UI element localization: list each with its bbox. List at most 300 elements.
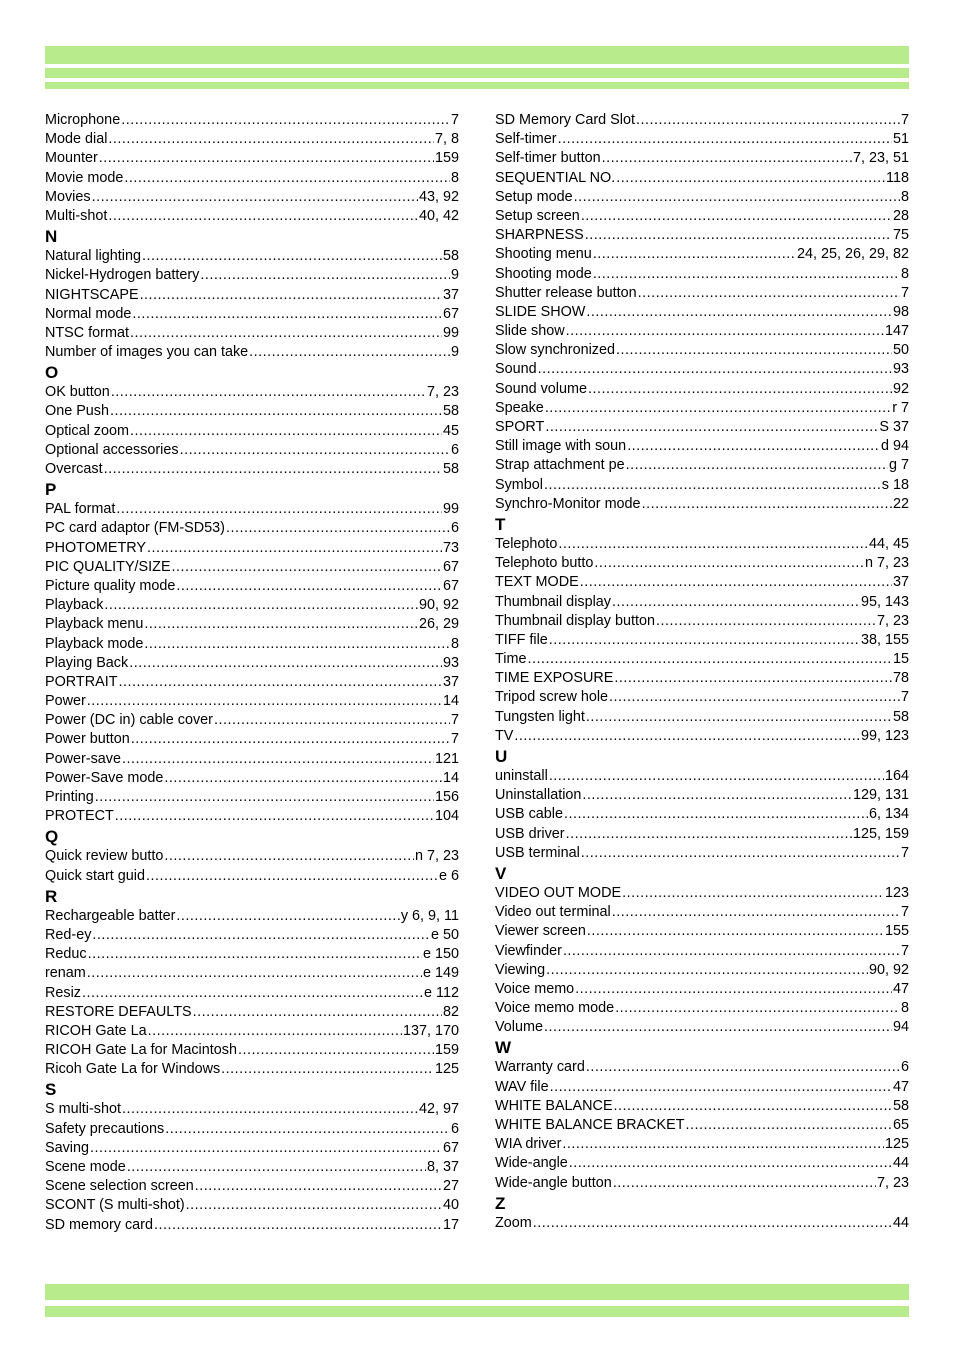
index-entry: [45, 1139, 459, 1158]
index-entry: [45, 847, 459, 866]
index-term: NIGHTSCAPE: [45, 286, 139, 303]
dot-leader: [609, 688, 900, 707]
index-entry: [495, 554, 909, 573]
dot-leader: [147, 539, 442, 558]
index-term: Power-save: [45, 750, 121, 767]
dot-leader: [586, 303, 892, 322]
page-numbers: 6, 134: [868, 806, 909, 823]
index-entry: [45, 305, 459, 324]
page-numbers: 14: [442, 769, 459, 786]
index-term: Thumbnail display button: [495, 612, 655, 629]
index-term: Still image with soun: [495, 438, 627, 455]
dot-leader: [514, 727, 860, 746]
index-term: RESTORE DEFAULTS: [45, 1003, 192, 1020]
page-numbers: 7: [900, 942, 909, 959]
page-numbers: 118: [886, 169, 909, 186]
index-entry: [495, 942, 909, 961]
index-entry: [495, 650, 909, 669]
dot-leader: [111, 383, 426, 402]
page-numbers: 7, 23: [876, 1174, 909, 1191]
index-entry: [45, 519, 459, 538]
page-numbers: 125: [884, 1136, 909, 1153]
index-term: One Push: [45, 403, 109, 420]
index-term: Power-Save mode: [45, 769, 164, 786]
index-entry: [495, 226, 909, 245]
index-column-right: [495, 111, 909, 1233]
index-term: Voice memo: [495, 980, 575, 997]
page-numbers: 22: [892, 495, 909, 512]
page-numbers: 125: [434, 1061, 459, 1078]
page-numbers: 121: [434, 750, 459, 767]
dot-leader: [87, 964, 422, 983]
index-entry: [45, 945, 459, 964]
page-numbers: 58: [442, 461, 459, 477]
index-term: Playback mode: [45, 635, 144, 652]
index-entry: [495, 1058, 909, 1077]
index-entry: [45, 730, 459, 749]
index-entry: [45, 673, 459, 692]
index-term: VIDEO OUT MODE: [495, 884, 622, 901]
dot-leader: [642, 495, 892, 514]
index-entry: [45, 1196, 459, 1215]
dot-leader: [549, 767, 884, 786]
index-term: Shutter release button: [495, 284, 637, 301]
dot-leader: [108, 130, 434, 149]
index-entry: [495, 884, 909, 903]
index-term: S multi-shot: [45, 1101, 121, 1118]
dot-leader: [200, 266, 450, 285]
index-entry: [45, 926, 459, 945]
index-entry: [495, 612, 909, 631]
index-term: Wide-angle: [495, 1155, 568, 1172]
dot-leader: [121, 111, 450, 130]
page-numbers: 6: [450, 441, 459, 458]
index-term: Microphone: [45, 112, 121, 128]
index-term: Reduc: [45, 946, 87, 963]
page-numbers: 67: [442, 558, 459, 575]
dot-leader: [195, 1177, 442, 1196]
page-numbers: 78: [892, 670, 909, 687]
index-entry: [495, 303, 909, 322]
page-numbers: 7: [900, 112, 909, 128]
index-term: Ricoh Gate La for Windows: [45, 1061, 221, 1078]
dot-leader: [588, 380, 892, 399]
dot-leader: [586, 708, 892, 727]
page-numbers: 93: [892, 361, 909, 378]
page-numbers: 7, 23: [876, 612, 909, 629]
dot-leader: [558, 130, 892, 149]
page-numbers: 44: [892, 1214, 909, 1231]
index-entry: [45, 807, 459, 826]
index-term: Movies: [45, 188, 91, 205]
page-numbers: 73: [442, 539, 459, 556]
index-entry: [45, 1060, 459, 1079]
dot-leader: [88, 945, 422, 964]
page-numbers: 8, 37: [426, 1159, 459, 1175]
dot-leader: [148, 1022, 402, 1041]
dot-leader: [119, 673, 442, 692]
page-numbers: 6: [450, 520, 459, 537]
dot-leader: [131, 730, 450, 749]
index-term: uninstall: [495, 768, 548, 784]
index-term: SCONT (S multi-shot): [45, 1197, 185, 1214]
index-term: Power: [45, 693, 86, 710]
index-term: USB terminal: [495, 844, 580, 861]
index-entry: [45, 343, 459, 362]
index-entry: [495, 767, 909, 786]
index-term: RICOH Gate La: [45, 1022, 147, 1039]
page-numbers: 7, 23, 51: [852, 150, 909, 167]
index-term: USB cable: [495, 806, 563, 823]
dot-leader: [593, 245, 796, 264]
index-entry: [45, 169, 459, 188]
page-numbers: 40, 42: [418, 207, 459, 224]
index-entry: [45, 539, 459, 558]
dot-leader: [527, 650, 892, 669]
dot-leader: [132, 305, 442, 324]
dot-leader: [116, 500, 442, 519]
index-entry: [45, 1022, 459, 1041]
index-term: SPORT: [495, 419, 545, 435]
index-term: Playing Back: [45, 654, 129, 671]
page-numbers: 58: [442, 403, 459, 420]
index-entry: [45, 1216, 459, 1235]
dot-leader: [616, 341, 892, 360]
index-entry: [495, 1097, 909, 1116]
index-entry: [495, 265, 909, 284]
dot-leader: [582, 786, 852, 805]
dot-leader: [581, 844, 900, 863]
index-term: Self-timer button: [495, 150, 601, 167]
dot-leader: [122, 1100, 418, 1119]
page-numbers: 45: [442, 422, 459, 439]
page-numbers: 90, 92: [418, 597, 459, 614]
dot-leader: [164, 847, 414, 866]
index-term: Power (DC in) cable cover: [45, 712, 213, 729]
index-entry: [45, 596, 459, 615]
page-numbers: 7: [900, 844, 909, 861]
index-entry: [45, 558, 459, 577]
index-term: Slide show: [495, 323, 565, 340]
index-term: Zoom: [495, 1214, 532, 1231]
index-term: Scene selection screen: [45, 1178, 194, 1195]
page-numbers: 147: [884, 323, 909, 340]
dot-leader: [581, 207, 892, 226]
page-numbers: 26, 29: [418, 616, 459, 633]
dot-leader: [186, 1196, 442, 1215]
section-letter: W: [495, 1038, 512, 1058]
page-numbers: 58: [442, 248, 459, 265]
page-numbers: 37: [892, 574, 909, 591]
dot-leader: [226, 519, 450, 538]
index-term: PORTRAIT: [45, 673, 118, 690]
index-term: Nickel-Hydrogen battery: [45, 267, 200, 284]
index-entry: [495, 207, 909, 226]
index-term: Scene mode: [45, 1159, 126, 1175]
dot-leader: [249, 343, 450, 362]
index-entry: [495, 130, 909, 149]
dot-leader: [614, 1097, 892, 1116]
dot-leader: [563, 942, 900, 961]
page-numbers: 156: [434, 789, 459, 805]
index-term: Red-ey: [45, 926, 92, 943]
index-entry: [45, 247, 459, 266]
index-entry: [45, 441, 459, 460]
page-numbers: 8: [450, 169, 459, 186]
dot-leader: [87, 692, 442, 711]
dot-leader: [176, 907, 399, 926]
index-entry: [45, 286, 459, 305]
page-numbers: 7: [900, 904, 909, 921]
index-term: RICOH Gate La for Macintosh: [45, 1042, 237, 1059]
section-letter: R: [45, 886, 58, 906]
index-term: Number of images you can take: [45, 344, 249, 361]
dot-leader: [545, 399, 891, 418]
dot-leader: [686, 1116, 892, 1135]
page-numbers: 104: [434, 808, 459, 825]
page-numbers: 17: [442, 1216, 459, 1233]
dot-leader: [602, 149, 852, 168]
index-term: WHITE BALANCE BRACKET: [495, 1117, 685, 1133]
page-numbers: 9: [450, 267, 459, 284]
index-entry: [45, 867, 459, 886]
page-numbers: 9: [450, 344, 459, 361]
page-numbers: 99, 123: [860, 727, 909, 744]
page-numbers: 65: [892, 1117, 909, 1133]
index-term: TIFF file: [495, 631, 548, 648]
index-term: Optional accessories: [45, 441, 179, 458]
page-numbers: 7: [900, 284, 909, 301]
page-numbers: 28: [892, 207, 909, 224]
dot-leader: [104, 596, 418, 615]
index-entry: [45, 711, 459, 730]
index-entry: [495, 980, 909, 999]
index-entry: [45, 383, 459, 402]
index-term: Rechargeable batter: [45, 907, 176, 924]
index-entry: [495, 188, 909, 207]
index-term: TV: [495, 727, 514, 744]
index-term: Optical zoom: [45, 422, 129, 439]
index-term: Playback: [45, 597, 104, 614]
section-letter: T: [495, 514, 506, 534]
dot-leader: [180, 441, 450, 460]
dot-leader: [99, 149, 434, 168]
index-entry: [45, 1177, 459, 1196]
index-entry: [495, 245, 909, 264]
dot-leader: [587, 922, 884, 941]
index-entry: [495, 341, 909, 360]
page-numbers: 42, 97: [418, 1101, 459, 1118]
index-term: Self-timer: [495, 131, 557, 148]
index-entry: [495, 999, 909, 1018]
index-term: Telephoto: [495, 535, 558, 552]
index-term: WIA driver: [495, 1136, 562, 1153]
dot-leader: [90, 1139, 442, 1158]
dot-leader: [127, 1158, 426, 1177]
dot-leader: [562, 1135, 884, 1154]
index-entry: [495, 727, 909, 746]
page-numbers: 155: [884, 923, 909, 940]
dot-leader: [533, 1214, 892, 1233]
index-term: Shooting mode: [495, 265, 592, 282]
index-term: Setup screen: [495, 207, 580, 224]
dot-leader: [586, 1058, 900, 1077]
dot-leader: [558, 535, 868, 554]
index-entry: [45, 1100, 459, 1119]
dot-leader: [564, 805, 868, 824]
dot-leader: [214, 711, 450, 730]
section-letter: S: [45, 1080, 57, 1100]
dot-leader: [638, 284, 900, 303]
index-term: Setup mode: [495, 188, 573, 205]
index-term: Tungsten light: [495, 708, 585, 725]
dot-leader: [544, 1018, 892, 1037]
index-term: Video out terminal: [495, 904, 611, 921]
index-entry: [495, 805, 909, 824]
index-term: Normal mode: [45, 305, 132, 322]
page-numbers: 44, 45: [868, 535, 909, 552]
index-entry: [45, 266, 459, 285]
section-letter: Z: [495, 1193, 506, 1213]
index-entry: [45, 1120, 459, 1139]
dot-leader: [580, 573, 892, 592]
index-entry: [495, 476, 909, 495]
dot-leader: [154, 1216, 442, 1235]
page-numbers: 129, 131: [852, 787, 909, 804]
dot-leader: [146, 867, 438, 886]
index-entry: [45, 692, 459, 711]
index-entry: [45, 460, 459, 479]
index-column-left: [45, 111, 459, 1235]
dot-leader: [616, 169, 885, 188]
page-numbers: 6: [450, 1120, 459, 1137]
dot-leader: [627, 437, 880, 456]
dot-leader: [82, 984, 423, 1003]
page-numbers: 8: [900, 1000, 909, 1017]
page-numbers: 47: [892, 1078, 909, 1095]
dot-leader: [142, 247, 442, 266]
dot-leader: [566, 825, 852, 844]
dot-leader: [569, 1154, 892, 1173]
index-entry: [45, 422, 459, 441]
dot-leader: [538, 360, 892, 379]
index-term: SHARPNESS: [495, 227, 584, 244]
index-term: Warranty card: [495, 1059, 585, 1076]
section-letter: U: [495, 747, 508, 766]
index-term: NTSC format: [45, 324, 129, 341]
index-term: SD memory card: [45, 1216, 153, 1233]
index-entry: [495, 149, 909, 168]
index-term: Sound volume: [495, 380, 588, 397]
index-entry: [45, 130, 459, 149]
dot-leader: [110, 402, 442, 421]
index-entry: [495, 961, 909, 980]
dot-leader: [176, 577, 442, 596]
index-entry: [495, 573, 909, 592]
index-term: Mounter: [45, 150, 98, 167]
page-numbers: 43, 92: [418, 188, 459, 205]
dot-leader: [636, 111, 900, 130]
dot-leader: [144, 615, 418, 634]
page-numbers: 58: [892, 708, 909, 725]
index-entry: [45, 907, 459, 926]
dot-leader: [108, 207, 418, 226]
page-numbers: 90, 92: [868, 961, 909, 978]
header-band-bottom: [45, 68, 909, 78]
index-entry: [45, 1003, 459, 1022]
index-term: SLIDE SHOW: [495, 303, 586, 320]
footer-band-top: [45, 1284, 909, 1300]
page-numbers: 51: [892, 131, 909, 148]
dot-leader: [612, 593, 860, 612]
index-term: PIC QUALITY/SIZE: [45, 558, 171, 575]
index-entry: [45, 188, 459, 207]
index-term: Overcast: [45, 461, 103, 477]
page-numbers: 164: [884, 768, 909, 784]
page-numbers: 44: [892, 1155, 909, 1172]
index-entry: [45, 615, 459, 634]
dot-leader: [566, 322, 884, 341]
page-numbers: 98: [892, 303, 909, 320]
page-numbers: g 7: [888, 457, 909, 474]
page-numbers: 47: [892, 980, 909, 997]
page-numbers: 123: [884, 884, 909, 901]
dot-leader: [549, 631, 860, 650]
index-term: Time: [495, 651, 527, 668]
index-entry: [495, 399, 909, 418]
page-numbers: 67: [442, 305, 459, 322]
index-entry: [495, 437, 909, 456]
index-entry: [45, 750, 459, 769]
page-numbers: 7, 8: [434, 131, 459, 148]
index-term: Sound: [495, 361, 537, 378]
page-numbers: 95, 143: [860, 593, 909, 610]
dot-leader: [614, 669, 892, 688]
index-term: Quick review butto: [45, 848, 164, 865]
page-numbers: d 94: [880, 438, 909, 455]
dot-leader: [575, 980, 892, 999]
index-entry: [495, 844, 909, 863]
index-entry: [45, 769, 459, 788]
index-entry: [45, 984, 459, 1003]
page-numbers: e 149: [422, 965, 459, 982]
page-numbers: 27: [442, 1178, 459, 1195]
dot-leader: [238, 1041, 434, 1060]
page-numbers: 67: [442, 1139, 459, 1156]
index-entry: [495, 322, 909, 341]
footer-band-bottom: [45, 1306, 909, 1317]
section-letter: Q: [45, 827, 59, 847]
dot-leader: [172, 558, 442, 577]
index-entry: [45, 402, 459, 421]
dot-leader: [164, 769, 442, 788]
dot-leader: [574, 188, 900, 207]
index-entry: [45, 149, 459, 168]
index-entry: [495, 1135, 909, 1154]
dot-leader: [92, 188, 418, 207]
page-numbers: 99: [442, 501, 459, 518]
index-entry: [495, 360, 909, 379]
page-numbers: S 37: [879, 419, 909, 435]
index-term: Uninstallation: [495, 787, 582, 804]
page-numbers: 67: [442, 577, 459, 594]
index-term: Quick start guid: [45, 867, 145, 884]
page-numbers: 50: [892, 342, 909, 359]
dot-leader: [546, 961, 868, 980]
page-numbers: 37: [442, 673, 459, 690]
dot-leader: [593, 265, 900, 284]
index-term: Wide-angle button: [495, 1174, 612, 1191]
